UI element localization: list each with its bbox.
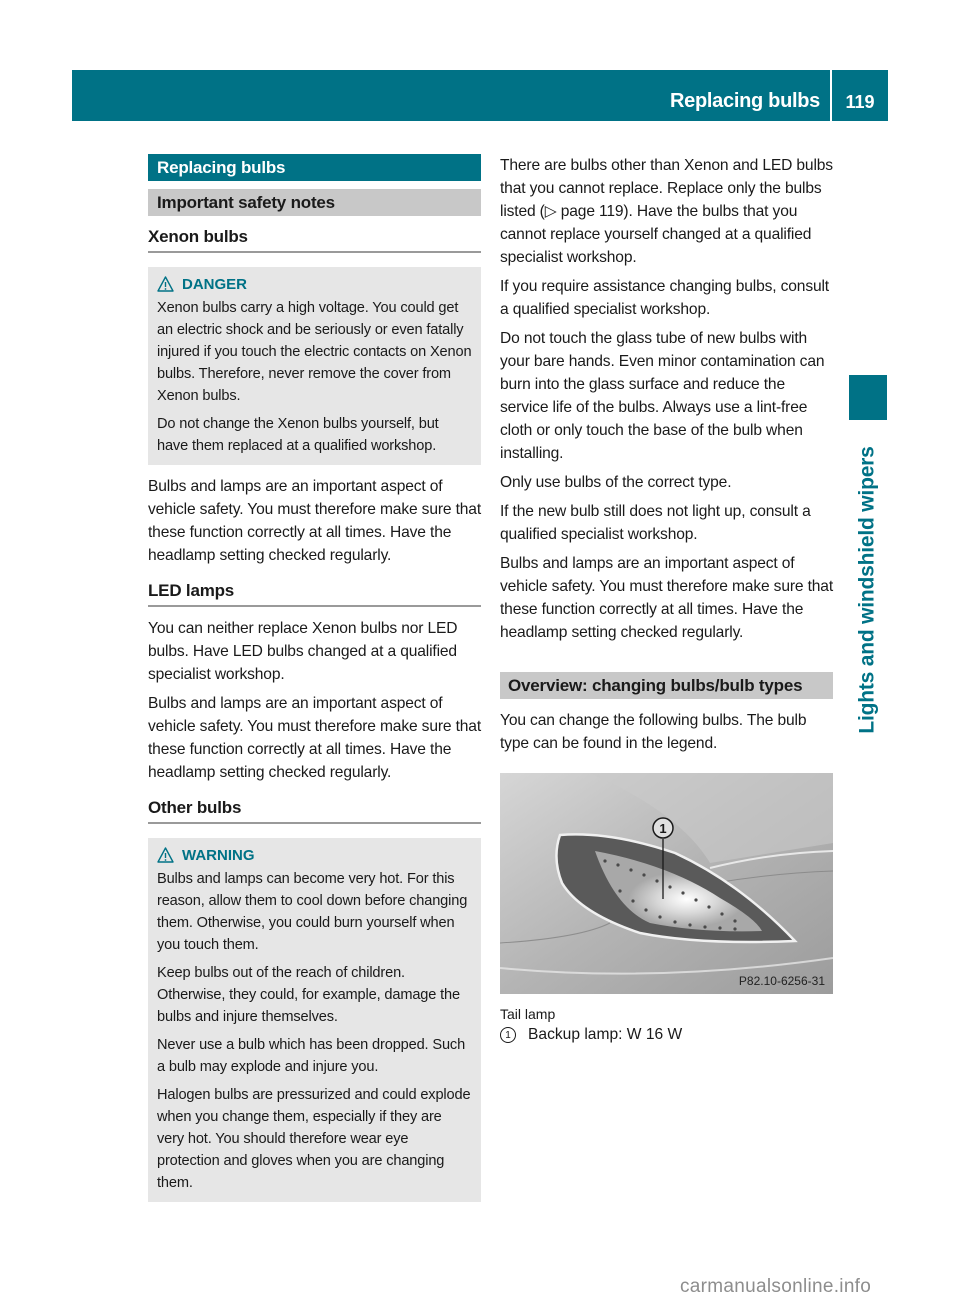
overview-intro: You can change the following bulbs. The bulb type can be found in the legend.: [500, 712, 807, 752]
page-header: [72, 70, 888, 121]
page-number: 119: [845, 92, 875, 112]
warning-paragraph: Keep bulbs out of the reach of children. Otherwise, they could, for example, damage the bulbs and injure themselves.: [157, 965, 460, 1025]
side-chapter-label: [851, 425, 885, 755]
legend-text: Backup lamp: W 16 W: [528, 1026, 683, 1043]
warning-triangle-icon: [157, 276, 174, 292]
warning-paragraph: Bulbs and lamps can become very hot. For this reason, allow them to cool down before changing them. Otherwise, you could burn yourself when you touch them.: [157, 871, 468, 953]
header-title: Replacing bulbs: [670, 90, 820, 112]
warning-paragraph: Never use a bulb which has been dropped. Such a bulb may explode and injure you.: [157, 1037, 466, 1075]
tail-lamp-figure: [500, 773, 833, 994]
led-paragraph: Bulbs and lamps are an important aspect of vehicle safety. You must therefore make sure that these function correctly at all times. Have the headlamp setting checked regularly.: [148, 695, 482, 781]
overview-heading: Overview: changing bulbs/bulb types: [500, 672, 833, 699]
warning-notice: [148, 838, 481, 1202]
warning-triangle-icon: [157, 847, 174, 863]
right-paragraph: If you require assistance changing bulbs, consult a qualified specialist workshop.: [500, 278, 829, 318]
xenon-body-text: Bulbs and lamps are an important aspect of vehicle safety. You must therefore make sure that these function correctly at all times. Have the headlamp setting checked regularly.: [148, 478, 482, 564]
right-paragraph: Bulbs and lamps are an important aspect of vehicle safety. You must therefore make sure that these function correctly at all times. Have the headlamp setting checked regularly.: [500, 555, 834, 641]
watermark: carmanualsonline.info: [680, 1276, 872, 1297]
warning-label: WARNING: [182, 846, 255, 864]
figure-code: P82.10-6256-31: [738, 974, 825, 988]
right-column: [500, 154, 833, 1044]
danger-notice: [148, 267, 481, 465]
danger-notice-header: [157, 273, 472, 295]
danger-paragraph: Xenon bulbs carry a high voltage. You could get an electric shock and be seriously or even fatally injured if you touch the electric contacts on Xenon bulbs. Therefore, never remove the cover from Xenon bulbs.: [157, 300, 472, 404]
tail-lamp-illustration: [500, 773, 833, 994]
right-paragraph: If the new bulb still does not light up, consult a qualified specialist workshop.: [500, 503, 811, 543]
left-column: [148, 154, 481, 1202]
legend-number-icon: 1: [500, 1027, 516, 1043]
heading-led-lamps: LED lamps: [148, 567, 481, 607]
warning-notice-header: [157, 844, 472, 866]
heading-other-bulbs: Other bulbs: [148, 784, 481, 824]
subsection-title: Important safety notes: [148, 189, 481, 216]
section-title: Replacing bulbs: [148, 154, 481, 181]
heading-xenon-bulbs: Xenon bulbs: [148, 216, 481, 253]
right-paragraph: There are bulbs other than Xenon and LED bulbs that you cannot replace. Replace only the bulbs listed (▷ page 119). Have the bulbs that you cannot replace yourself changed at a qualified specialist workshop.: [500, 157, 833, 266]
warning-paragraph: Halogen bulbs are pressurized and could explode when you change them, especially if they are very hot. You should therefore wear eye protection and gloves when you are changing them.: [157, 1087, 471, 1191]
right-paragraph: Do not touch the glass tube of new bulbs with your bare hands. Even minor contamination can burn into the glass surface and reduce the service life of the bulbs. Always use a lint-free cloth or only touch the base of the bulb when installing.: [500, 330, 825, 462]
danger-label: DANGER: [182, 275, 248, 293]
svg-text:1: 1: [659, 821, 667, 836]
right-paragraph: Only use bulbs of the correct type.: [500, 474, 732, 491]
figure-caption: Tail lamp: [500, 1006, 556, 1022]
led-paragraph: You can neither replace Xenon bulbs nor LED bulbs. Have LED bulbs changed at a qualified specialist workshop.: [148, 620, 458, 683]
chapter-title: Lights and windshield wipers: [856, 446, 880, 734]
legend-item: [500, 1026, 833, 1044]
danger-paragraph: Do not change the Xenon bulbs yourself, but have them replaced at a qualified workshop.: [157, 416, 439, 454]
side-tab-marker: [849, 375, 887, 420]
